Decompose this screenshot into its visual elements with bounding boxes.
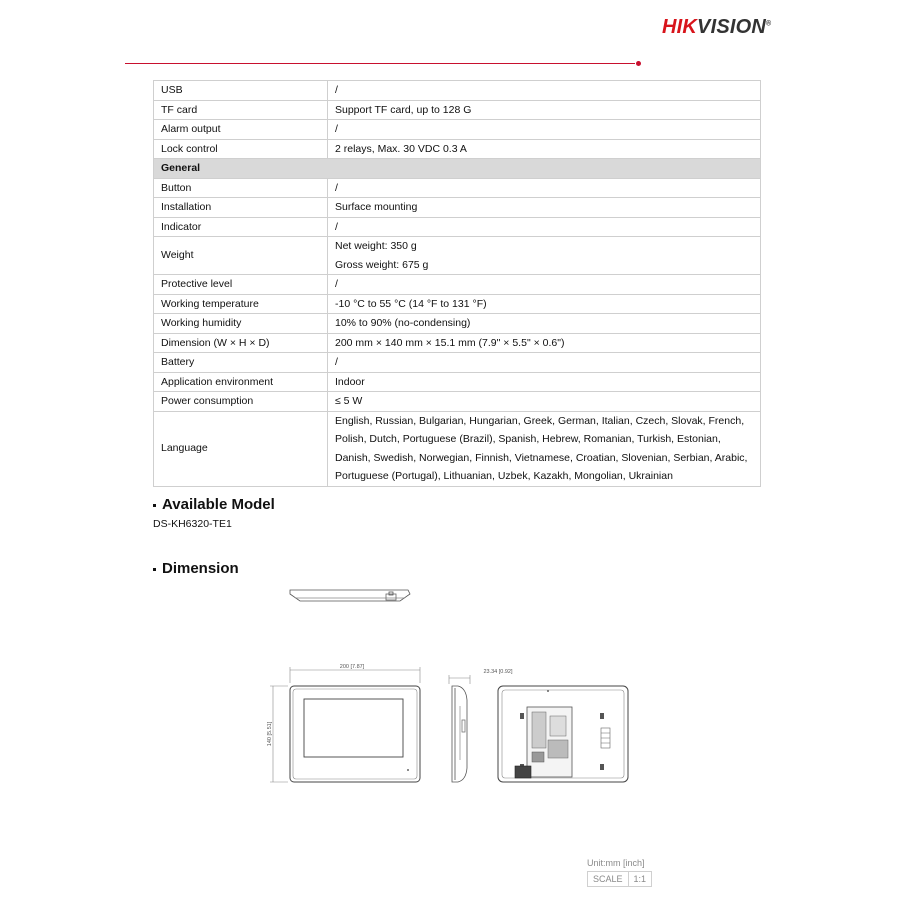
model-number: DS-KH6320-TE1 [153,518,232,530]
spec-key: Working temperature [154,294,328,314]
spec-value-line: -10 °C to 55 °C (14 °F to 131 °F) [335,297,487,310]
spec-value-line: Net weight: 350 g [335,240,417,252]
spec-value-line: / [335,181,338,194]
spec-key: Battery [154,353,328,373]
spec-key: Lock control [154,139,328,159]
scale-label: SCALE [588,872,629,887]
spec-key: Indicator [154,217,328,237]
spec-value-line: Surface mounting [335,201,418,213]
spec-key: Power consumption [154,392,328,412]
spec-value-line: / [335,356,338,368]
available-model-heading: Available Model [153,496,275,513]
spec-value-line: / [335,220,338,233]
scale-value: 1:1 [628,872,652,887]
spec-value-line: Polish, Dutch, Portuguese (Brazil), Spanish, Hebrew, Romanian, Turkish, Estonian, [335,433,721,445]
spec-value-line: ≤ 5 W [335,395,363,407]
spec-key: Language [154,411,328,486]
spec-key: Alarm output [154,120,328,140]
spec-value-line: 2 relays, Max. 30 VDC 0.3 A [335,142,467,155]
spec-key: Application environment [154,372,328,392]
spec-key: TF card [154,100,328,120]
width-dimension-label: 200 [7.87] [339,664,365,670]
scale-box [587,871,652,887]
hikvision-logo: HIKVISION® [662,16,772,38]
spec-value-line: / [335,278,338,290]
spec-value-line: Support TF card, up to 128 G [335,103,472,116]
dimension-heading: Dimension [153,560,239,577]
spec-key: Protective level [154,275,328,295]
spec-value-line: English, Russian, Bulgarian, Hungarian, Greek, German, Italian, Czech, Slovak, French, [335,414,745,427]
top-view-drawing [290,590,410,601]
side-view-drawing [449,675,470,782]
spec-value-line: Danish, Swedish, Norwegian, Finnish, Vietnamese, Croatian, Slovenian, Serbian, Arabic, [335,451,748,464]
spec-value-line: Indoor [335,375,365,388]
spec-key: Installation [154,198,328,218]
spec-value-line: Gross weight: 675 g [335,258,429,271]
back-view-drawing [498,686,628,782]
spec-value-line: / [335,84,338,96]
section-title: General [154,159,761,179]
spec-key: USB [154,81,328,101]
height-dimension-label: 140 [5.51] [267,721,273,747]
depth-dimension-label: 23.34 [0.92] [483,669,513,675]
spec-key: Working humidity [154,314,328,334]
spec-key: Dimension (W × H × D) [154,333,328,353]
spec-value-line: 10% to 90% (no-condensing) [335,317,471,329]
spec-value-line: / [335,123,338,135]
front-view-drawing [270,667,420,782]
spec-value-line: Portuguese (Portugal), Lithuanian, Uzbek, Kazakh, Mongolian, Ukrainian [335,470,673,482]
spec-key: Button [154,178,328,198]
spec-value-line: 200 mm × 140 mm × 15.1 mm (7.9" × 5.5" × 0.6") [335,336,565,349]
unit-label: Unit:mm [inch] [587,858,645,868]
spec-key: Weight [154,237,328,275]
